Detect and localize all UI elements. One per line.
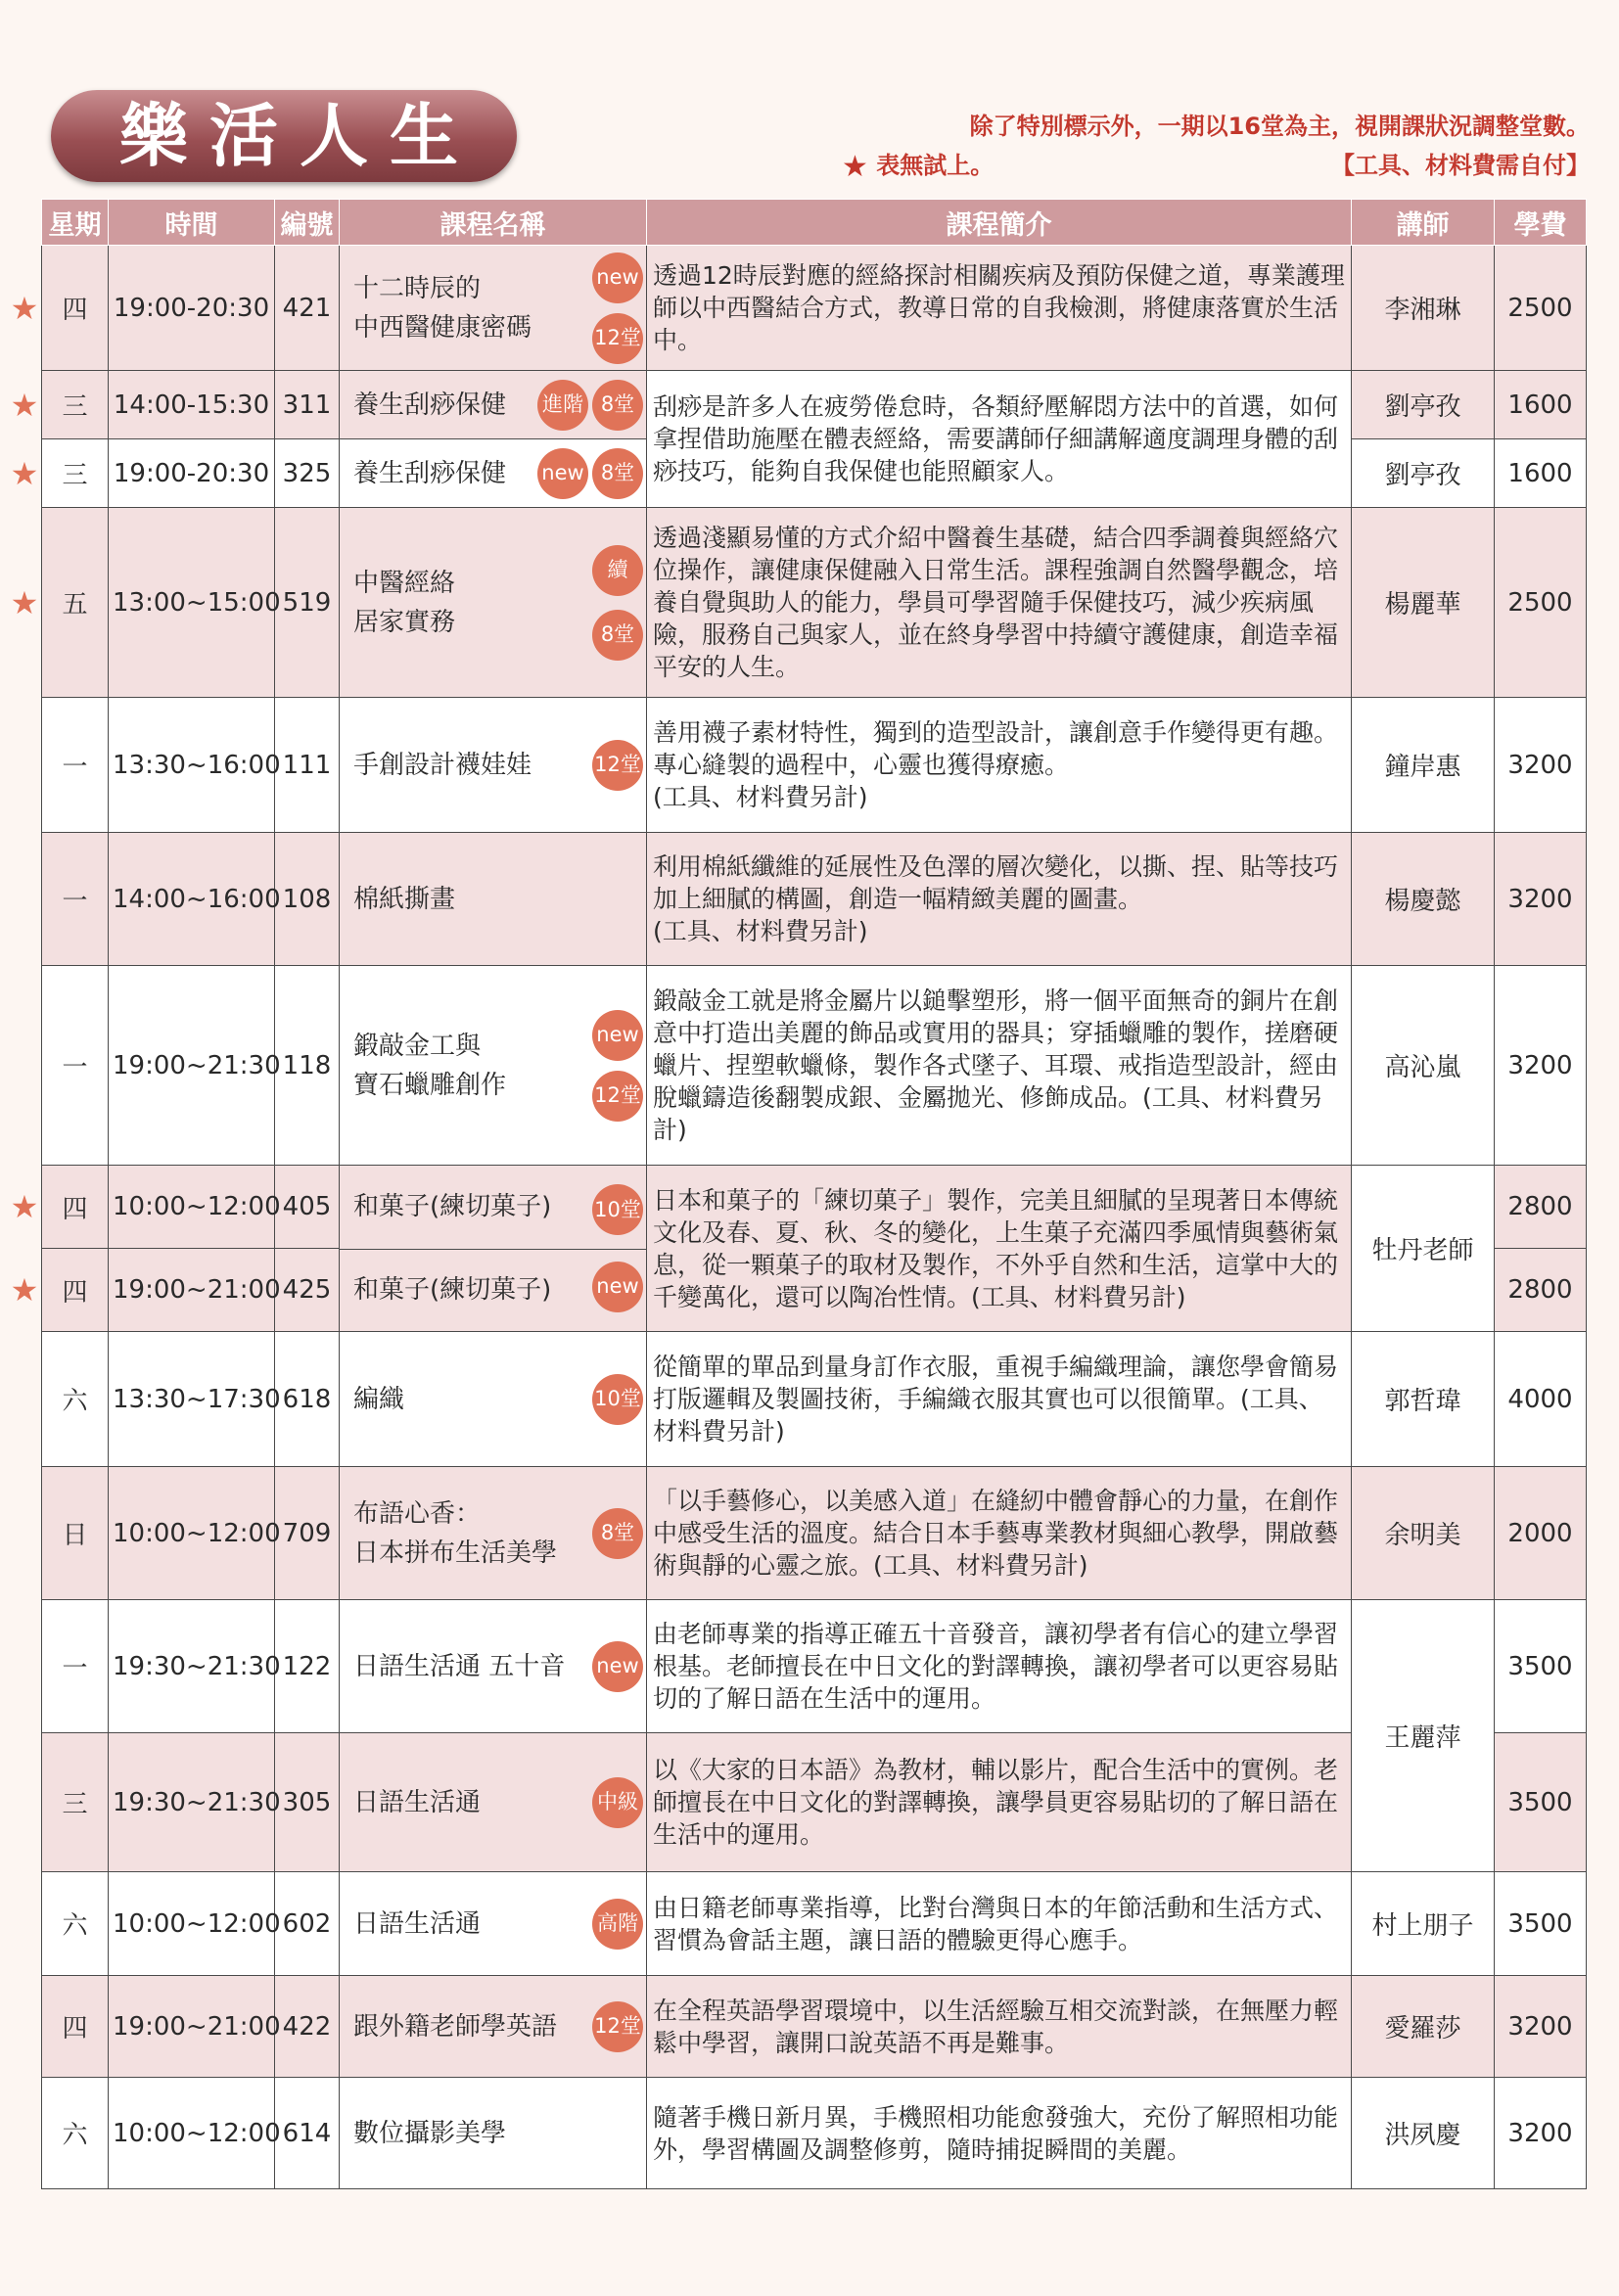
page-title: 樂活人生 [119,96,480,176]
day-cell: 四 [42,1976,109,2078]
star-icon: ★ [842,150,868,184]
code-cell: 519 [275,508,340,698]
notice-no-trial [842,149,994,184]
course-name-cell [340,1733,647,1872]
badge-new: new [592,253,643,303]
fee-cell: 1600 [1495,439,1587,508]
teacher-cell: 鐘岸惠 [1352,698,1495,833]
badge-group [592,508,643,697]
day-cell: ★ 四 [42,1166,109,1249]
description-cell: 在全程英語學習環境中，以生活經驗互相交流對談，在無壓力輕鬆中學習，讓開口說英語不再是難事。 [647,1976,1352,2078]
badge-group [537,371,643,438]
badge-group [592,966,643,1165]
code-cell: 405 [275,1166,340,1249]
description-cell: 日本和菓子的「練切菓子」製作，完美且細膩的呈現著日本傳統文化及春、夏、秋、冬的變化，上生菓子充滿四季風情與藝術氣息，從一顆菓子的取材及製作，不外乎自然和生活，這掌中大的千變萬化，還可以陶冶性情。(工具、材料費另計) [647,1166,1352,1332]
fee-cell: 2800 [1495,1166,1587,1249]
day-cell: 六 [42,1872,109,1976]
course-name: 布語心香： 日本拼布生活美學 [353,1498,558,1568]
time-cell: 13:30~16:00 [109,698,275,833]
fee-cell: 2500 [1495,508,1587,698]
time-cell: 10:00~12:00 [109,1467,275,1600]
notice-no-trial-text: 表無試上。 [876,152,995,179]
day-cell: 六 [42,2078,109,2189]
badge-group [592,246,643,370]
col-code: 編號 [275,200,340,246]
fee-cell: 2800 [1495,1249,1587,1332]
time-cell: 19:00~21:00 [109,1249,275,1332]
course-name: 數位攝影美學 [353,2118,507,2148]
badge-sessions: 10堂 [592,1374,643,1425]
course-name-cell [340,246,647,371]
course-name: 鍛敲金工與 寶石蠟雕創作 [353,1031,507,1100]
day-cell: 三 [42,1733,109,1872]
badge-sessions: 8堂 [592,448,643,499]
badge-group [592,1733,643,1871]
course-name: 編織 [353,1384,405,1414]
course-name-cell [340,833,647,966]
course-name: 棉紙撕畫 [353,884,456,914]
course-name: 跟外籍老師學英語 [353,2011,558,2042]
day-cell: ★ 四 [42,246,109,371]
day-cell: 六 [42,1332,109,1467]
col-teacher: 講師 [1352,200,1495,246]
fee-cell: 3500 [1495,1733,1587,1872]
code-cell: 614 [275,2078,340,2189]
time-cell: 19:00-20:30 [109,246,275,371]
course-name: 日語生活通 [353,1908,482,1939]
course-name: 中醫經絡 居家實務 [353,568,456,637]
fee-cell: 2000 [1495,1467,1587,1600]
badge-new: new [537,448,588,499]
star-icon: ★ [10,1188,39,1225]
badge-group [592,1467,643,1599]
fee-cell: 3200 [1495,966,1587,1166]
badge-group [592,1976,643,2077]
notice-session-count: 除了特別標示外，一期以16堂為主，視開課狀況調整堂數。 [969,113,1590,140]
description-cell: 「以手藝修心，以美感入道」在縫紉中體會靜心的力量，在創作中感受生活的溫度。結合日本手藝專業教材與細心教學，開啟藝術與靜的心靈之旅。(工具、材料費另計) [647,1467,1352,1600]
star-icon: ★ [10,583,39,621]
badge-sessions: 12堂 [592,1071,643,1122]
course-name-cell [340,1976,647,2078]
code-cell: 325 [275,439,340,508]
teacher-cell: 愛羅莎 [1352,1976,1495,2078]
day-cell: ★ 三 [42,371,109,439]
table-row [42,246,1587,371]
fee-cell: 3500 [1495,1872,1587,1976]
course-name-cell [340,698,647,833]
fee-cell: 3200 [1495,698,1587,833]
fee-cell: 3500 [1495,1600,1587,1733]
code-cell: 108 [275,833,340,966]
day-cell: 一 [42,966,109,1166]
course-name-cell [340,1872,647,1976]
title-banner [51,90,517,182]
table-row [42,1467,1587,1600]
col-time: 時間 [109,200,275,246]
time-cell: 19:30~21:30 [109,1600,275,1733]
badge-group [592,1872,643,1975]
description-cell: 由老師專業的指導正確五十音發音，讓初學者有信心的建立學習根基。老師擅長在中日文化的對譯轉換，讓初學者可以更容易貼切的了解日語在生活中的運用。 [647,1600,1352,1733]
fee-cell: 4000 [1495,1332,1587,1467]
time-cell: 14:00-15:30 [109,371,275,439]
badge-sessions: 8堂 [592,610,643,661]
badge-sessions: 8堂 [592,1508,643,1559]
badge-sessions: 12堂 [592,313,643,364]
description-cell: 從簡單的單品到量身訂作衣服，重視手編織理論，讓您學會簡易打版邏輯及製圖技術，手編織衣服其實也可以很簡單。(工具、材料費另計) [647,1332,1352,1467]
teacher-cell: 郭哲瑋 [1352,1332,1495,1467]
star-icon: ★ [10,1271,39,1309]
teacher-cell: 高沁嵐 [1352,966,1495,1166]
course-name: 日語生活通 五十音 [353,1651,566,1681]
teacher-cell: 余明美 [1352,1467,1495,1600]
teacher-cell: 村上朋子 [1352,1872,1495,1976]
code-cell: 111 [275,698,340,833]
day-cell: 一 [42,833,109,966]
table-header [42,200,1587,246]
course-name: 養生刮痧保健 [353,390,507,420]
teacher-cell: 牡丹老師 [1352,1166,1495,1332]
course-name-cell [340,1600,647,1733]
description-cell: 利用棉紙纖維的延展性及色澤的層次變化，以撕、捏、貼等技巧加上細膩的構圖，創造一幅精緻美麗的圖畫。 (工具、材料費另計) [647,833,1352,966]
table-row [42,1166,1587,1249]
table-row [42,1872,1587,1976]
course-name-cell [340,1467,647,1600]
badge-group [592,1332,643,1466]
teacher-cell: 李湘琳 [1352,246,1495,371]
description-cell: 由日籍老師專業指導，比對台灣與日本的年節活動和生活方式、習慣為會話主題，讓日語的體驗更得心應手。 [647,1872,1352,1976]
fee-cell: 3200 [1495,2078,1587,2189]
star-icon: ★ [10,454,39,492]
day-cell: 一 [42,698,109,833]
time-cell: 10:00~12:00 [109,2078,275,2189]
badge-new: new [592,1262,643,1312]
col-course-name: 課程名稱 [340,200,647,246]
teacher-cell: 楊慶懿 [1352,833,1495,966]
description-cell: 隨著手機日新月異，手機照相功能愈發強大，充份了解照相功能外，學習構圖及調整修剪，隨時捕捉瞬間的美麗。 [647,2078,1352,2189]
time-cell: 19:30~21:30 [109,1733,275,1872]
course-name-cell [340,439,647,508]
col-description: 課程簡介 [647,200,1352,246]
time-cell: 13:30~17:30 [109,1332,275,1467]
code-cell: 709 [275,1467,340,1600]
course-name: 和菓子(練切菓子) [353,1192,552,1222]
course-name: 日語生活通 [353,1787,482,1817]
star-icon: ★ [10,386,39,424]
time-cell: 19:00~21:30 [109,966,275,1166]
course-name-cell [340,2078,647,2189]
badge-new: new [592,1010,643,1061]
day-cell: ★ 三 [42,439,109,508]
code-cell: 602 [275,1872,340,1976]
code-cell: 421 [275,246,340,371]
table-row [42,698,1587,833]
time-cell: 19:00~21:00 [109,1976,275,2078]
code-cell: 122 [275,1600,340,1733]
description-cell: 善用襪子素材特性，獨到的造型設計，讓創意手作變得更有趣。專心縫製的過程中，心靈也獲得療癒。 (工具、材料費另計) [647,698,1352,833]
badge-group [592,1171,643,1325]
course-name-cell [340,1166,647,1332]
course-name: 十二時辰的 中西醫健康密碼 [353,273,532,343]
table-row [42,1976,1587,2078]
badge-sessions: 10堂 [592,1184,643,1235]
table-row [42,508,1587,698]
code-cell: 618 [275,1332,340,1467]
code-cell: 305 [275,1733,340,1872]
course-table [10,199,1587,2189]
badge-group [592,698,643,832]
badge-group [592,1600,643,1732]
badge-sessions: 12堂 [592,2001,643,2052]
course-name: 手創設計襪娃娃 [353,750,532,780]
teacher-cell: 王麗萍 [1352,1600,1495,1872]
day-cell: ★ 五 [42,508,109,698]
description-cell: 透過淺顯易懂的方式介紹中醫養生基礎，結合四季調養與經絡穴位操作，讓健康保健融入日常生活。課程強調自然醫學觀念，培養自覺與助人的能力，學員可學習隨手保健技巧，減少疾病風險，服務自己與家人，並在終身學習中持續守護健康，創造幸福平安的人生。 [647,508,1352,698]
code-cell: 425 [275,1249,340,1332]
code-cell: 118 [275,966,340,1166]
badge-level: 中級 [592,1777,643,1828]
badge-new: new [592,1641,643,1692]
badge-level: 高階 [592,1899,643,1950]
table-row [42,2078,1587,2189]
table-row [42,371,1587,439]
code-cell: 422 [275,1976,340,2078]
fee-cell: 3200 [1495,833,1587,966]
description-cell: 鍛敲金工就是將金屬片以鎚擊塑形，將一個平面無奇的銅片在創意中打造出美麗的飾品或實用的器具；穿插蠟雕的製作，搓磨硬蠟片、捏塑軟蠟條，製作各式墜子、耳環、戒指造型設計，經由脫蠟鑄造後翻製成銀、金屬拋光、修飾成品。(工具、材料費另計) [647,966,1352,1166]
teacher-cell: 洪夙慶 [1352,2078,1495,2189]
course-name-cell [340,508,647,698]
course-name: 和菓子(練切菓子) [353,1274,552,1305]
badge-sessions: 12堂 [592,740,643,791]
day-cell: 一 [42,1600,109,1733]
day-cell: ★ 四 [42,1249,109,1332]
fee-cell: 1600 [1495,371,1587,439]
day-cell: 日 [42,1467,109,1600]
table-row [42,966,1587,1166]
star-icon: ★ [10,289,39,327]
badge-group [537,439,643,507]
description-cell: 以《大家的日本語》為教材，輔以影片，配合生活中的實例。老師擅長在中日文化的對譯轉換，讓學員更容易貼切的了解日語在生活中的運用。 [647,1733,1352,1872]
teacher-cell: 劉亭孜 [1352,371,1495,439]
course-name-cell [340,371,647,439]
fee-cell: 3200 [1495,1976,1587,2078]
col-day: 星期 [42,200,109,246]
table-row [42,1332,1587,1467]
time-cell: 10:00~12:00 [109,1872,275,1976]
time-cell: 13:00~15:00 [109,508,275,698]
notice-material-fee: 【工具、材料費需自付】 [1331,152,1590,179]
table-row [42,1600,1587,1733]
course-name-cell [340,1332,647,1467]
col-fee: 學費 [1495,200,1587,246]
time-cell: 10:00~12:00 [109,1166,275,1249]
teacher-cell: 楊麗華 [1352,508,1495,698]
fee-cell: 2500 [1495,246,1587,371]
time-cell: 14:00~16:00 [109,833,275,966]
course-name-cell [340,966,647,1166]
badge-continued: 續 [592,545,643,596]
badge-sessions: 8堂 [592,380,643,431]
description-cell: 透過12時辰對應的經絡探討相關疾病及預防保健之道，專業護理師以中西醫結合方式，教導日常的自我檢測，將健康落實於生活中。 [647,246,1352,371]
table-row [42,833,1587,966]
code-cell: 311 [275,371,340,439]
description-cell: 刮痧是許多人在疲勞倦怠時，各類紓壓解悶方法中的首選，如何拿捏借助施壓在體表經絡，需要講師仔細講解適度調理身體的刮痧技巧，能夠自我保健也能照顧家人。 [647,371,1352,508]
time-cell: 19:00-20:30 [109,439,275,508]
teacher-cell: 劉亭孜 [1352,439,1495,508]
course-name: 養生刮痧保健 [353,458,507,488]
badge-level: 進階 [537,380,588,431]
